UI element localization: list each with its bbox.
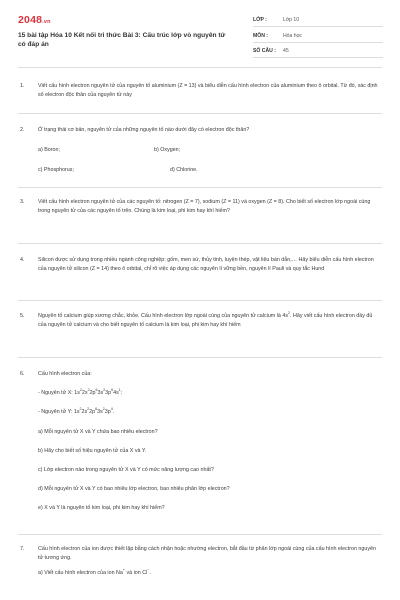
meta-value: Hóa học	[283, 32, 302, 39]
question-body	[38, 370, 380, 514]
question-number: 1.	[20, 83, 25, 89]
config-label: - Nguyên tử X:	[38, 390, 75, 397]
orbital-label: 4s	[113, 390, 119, 397]
question-number: 2.	[20, 127, 25, 133]
electron-config-y	[74, 409, 113, 415]
sub-question-a	[38, 569, 380, 578]
config-end: ;	[120, 390, 123, 397]
question-body	[38, 126, 380, 173]
meta-key: LỚP :	[253, 17, 267, 23]
orbital-label: 3p	[105, 390, 112, 397]
config-x	[38, 389, 380, 398]
orbital-electron-count: 1	[118, 388, 121, 393]
orbital-electron-count: 2	[79, 388, 82, 393]
question-body	[38, 82, 380, 100]
meta-value: 45	[283, 48, 289, 54]
question-body	[38, 545, 380, 579]
meta-key: SỐ CÂU :	[253, 48, 276, 54]
answer-option-c: c) Phosphorus;	[38, 167, 74, 173]
sub-question-text: .	[149, 570, 151, 577]
question-number: 4.	[20, 257, 25, 263]
document-meta	[253, 15, 383, 62]
orbital-label: 3s	[97, 409, 103, 416]
sub-question-b: b) Hãy cho biết số hiệu nguyên tử của X và Y.	[38, 447, 147, 454]
orbital-label: 2p	[89, 390, 96, 397]
answer-option-d: d) Chlorine.	[170, 167, 198, 173]
question-text	[38, 312, 380, 330]
question-body	[38, 256, 380, 274]
config-label: - Nguyên tử Y:	[38, 409, 74, 416]
question-text: Ở trạng thái cơ bản, nguyên tử của những nguyên tố nào dưới đây có electron độc thân?	[38, 127, 250, 133]
orbital-electron-count: 2	[87, 388, 90, 393]
question-number: 6.	[20, 371, 25, 377]
orbital-electron-count: 4	[110, 407, 113, 412]
question-divider	[18, 243, 382, 244]
electron-config-x	[74, 390, 121, 396]
answer-option-b: b) Oxygen;	[154, 147, 181, 153]
orbital-label: 2p	[89, 409, 96, 416]
header-divider	[18, 67, 382, 68]
question-number: 5.	[20, 313, 25, 319]
orbital-electron-count: 6	[95, 407, 98, 412]
orbital-label: 1s	[73, 409, 80, 416]
meta-row-class	[253, 15, 383, 27]
sub-question-c: c) Lớp electron nào trong nguyên tử X và Y có mức năng lượng cao nhất?	[38, 467, 214, 474]
meta-row-question-count	[253, 46, 383, 58]
question-divider	[18, 300, 382, 301]
sub-question-d: d) Mỗi nguyên tử X và Y có bao nhiêu lớp electron, bao nhiêu phân lớp electron?	[38, 486, 230, 493]
question-text: Silicon được sử dụng trong nhiều ngành công nghiệp: gốm, men sứ, thủy tinh, luyện thép, vật liệu bán dẫn,… Hãy biểu diễn cấu hình electron của nguyên tử silicon (Z = 14) theo ô orbital, chỉ rõ việc áp dụng các nguyên lí vững bền, nguyên lí Pauli và quy tắc Hund	[38, 257, 374, 273]
orbital-label: 1s	[74, 390, 80, 397]
question-divider	[18, 187, 382, 188]
orbital-electron-count: 6	[95, 388, 98, 393]
question-text-part: . Hãy viết cấu hình electron đầy đủ của nguyên tử calcium và cho biết nguyên tố calcium là kim loại, phi kim hay khí hiếm	[38, 313, 373, 329]
meta-key: MÔN :	[253, 32, 268, 39]
orbital-electron-count: 2	[102, 407, 105, 412]
sub-question-e: e) X và Y là nguyên tố kim loại, phi kim hay khí hiếm?	[38, 505, 165, 512]
question-text: Viết cấu hình electron nguyên tử của các nguyên tố: nitrogen (Z = 7), sodium (Z = 11) và oxygen (Z = 8). Cho biết số electron lớp ngoài cùng trong nguyên tử của các nguyên tố trên. Chúng là kim loại, phi kim hay khí hiếm?	[38, 199, 371, 215]
site-logo[interactable]: 2048.vn	[18, 14, 51, 26]
logo-suffix: .vn	[42, 19, 51, 25]
orbital-label: 2s	[81, 390, 88, 397]
meta-value: Lớp 10	[283, 17, 300, 23]
orbital-electron-count: 2	[79, 407, 82, 412]
orbital-electron-count: 2	[87, 407, 90, 412]
question-text: Viết cấu hình electron nguyên tử của nguyên tố aluminium (Z = 13) và biểu diễn cấu hình electron của aluminium theo ô orbital. Từ đó, xác định số electron độc thân của nguyên tử này	[38, 83, 378, 99]
question-text: Cấu hình electron của ion được thiết lập bằng cách nhận hoặc nhường electron, bắt đầu từ phân lớp ngoài cùng của cấu hình electron nguyên tử tương ứng.	[38, 546, 376, 562]
sub-question-text: a) Viết cấu hình electron của ion Na	[38, 570, 123, 577]
page-header	[0, 0, 400, 58]
question-body	[38, 198, 380, 216]
question-divider	[18, 357, 382, 358]
superscript: 2	[288, 311, 291, 316]
orbital-electron-count: 2	[103, 388, 106, 393]
superscript: +	[122, 568, 125, 573]
sub-question-a: a) Mỗi nguyên tử X và Y chứa bao nhiêu electron?	[38, 428, 158, 435]
question-text: Cấu hình electron của:	[38, 371, 92, 377]
question-number: 3.	[20, 199, 25, 205]
document-title: 15 bài tập Hóa 10 Kết nối tri thức Bài 3: Cấu trúc lớp vỏ nguyên tử có đáp án	[18, 32, 226, 48]
question-text-part: Nguyên tố calcium giúp xương chắc, khỏe. Cấu hình electron lớp ngoài cùng của nguyên tử calcium là 4s	[38, 313, 289, 319]
orbital-label: 3p	[104, 409, 111, 416]
orbital-electron-count: 6	[111, 388, 114, 393]
orbital-label: 3s	[97, 390, 104, 397]
config-y	[38, 408, 380, 417]
orbital-label: 2s	[81, 409, 88, 416]
superscript: −	[147, 568, 150, 573]
question-number: 7.	[20, 546, 25, 552]
sub-question-text: và ion Cl	[124, 570, 148, 577]
question-divider	[18, 113, 382, 114]
question-divider	[18, 534, 382, 535]
question-body	[38, 312, 380, 330]
answer-option-a: a) Boron;	[38, 147, 60, 153]
config-end: .	[112, 409, 115, 416]
meta-row-subject	[253, 31, 383, 43]
